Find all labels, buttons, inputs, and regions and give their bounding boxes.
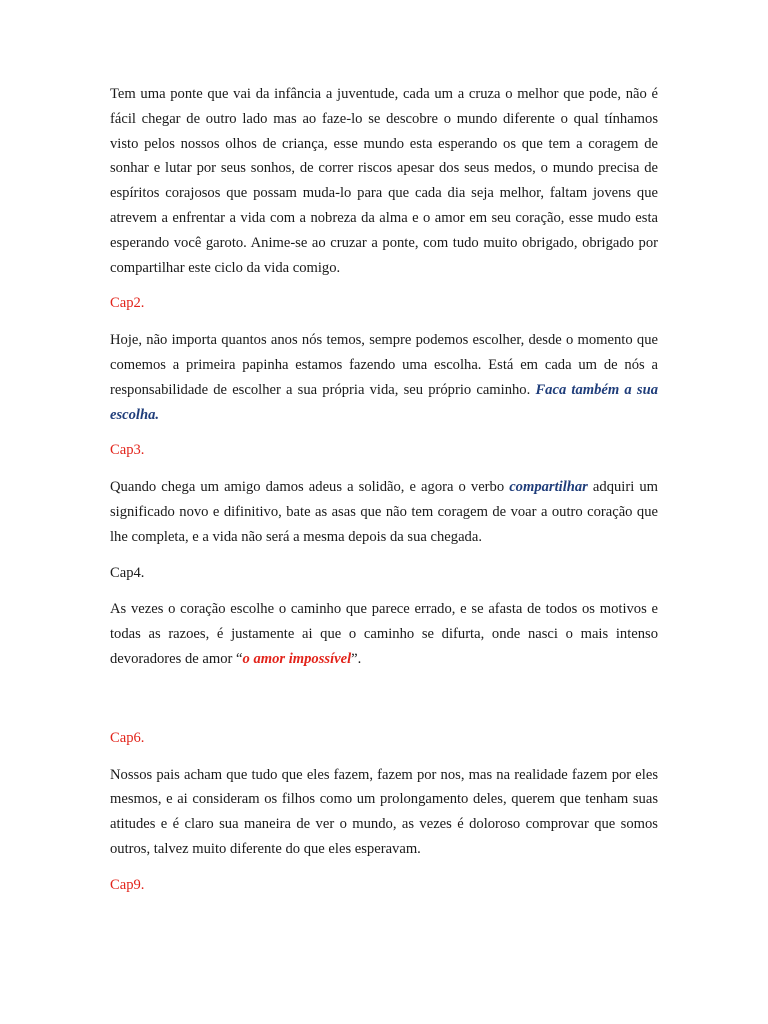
cap4-text-before: As vezes o coração escolhe o caminho que parece errado, e se afasta de todos os motivos e todas as razoes, é justamente ai que o caminho se difurta, onde nasci o mais intenso devoradores de amor “ <box>110 601 658 667</box>
chapter-paragraph-cap3 <box>110 475 658 549</box>
cap3-text-after: adquiri um significado novo e difinitivo, bate as asas que não tem coragem de voar a outro coração que lhe completa, e a vida não será a mesma depois da sua chegada. <box>110 479 658 545</box>
chapter-heading-cap6: Cap6. <box>110 729 145 746</box>
chapter-paragraph-cap6: Nossos pais acham que tudo que eles fazem, fazem por nos, mas na realidade fazem por eles mesmos, e ai consideram os filhos como um prolongamento deles, querem que tenham suas atitudes e é claro sua maneira de ver o mundo, as vezes é doloroso comprovar que somos outros, talvez muito diferente do que eles esperavam. <box>110 766 658 857</box>
intro-paragraph: Tem uma ponte que vai da infância a juventude, cada um a cruza o melhor que pode, não é fácil chegar de outro lado mas ao faze-lo se descobre o mundo diferente o qual tínhamos visto pelos nossos olhos de criança, esse mundo esta esperando os que tem a coragem de sonhar e lutar por seus sonhos, de correr riscos apesar dos seus medos, o mundo precisa de espíritos corajosos que possam muda-lo para que cada dia seja melhor, faltam jovens que atrevem a enfrentar a vida com a nobreza da alma e o amor em seu coração, esse mudo esta esperando você garoto. Anime-se ao cruzar a ponte, com tudo muito obrigado, obrigado por compartilhar este ciclo da vida comigo. <box>110 86 658 276</box>
cap3-emphasis: compartilhar <box>509 479 588 496</box>
chapter-heading-cap2: Cap2. <box>110 295 145 312</box>
cap2-text: Hoje, não importa quantos anos nós temos, sempre podemos escolher, desde o momento que comemos a primeira papinha estamos fazendo uma escolha. Está em cada um de nós a responsabilidade de escolher a sua própria vida, seu próprio caminho. <box>110 332 658 398</box>
chapter-paragraph-cap4 <box>110 597 658 671</box>
cap2-emphasis: Faca também a sua escolha. <box>110 381 658 423</box>
cap4-emphasis: o amor impossível <box>242 650 352 667</box>
document-page <box>110 82 658 898</box>
chapter-heading-cap9: Cap9. <box>110 876 145 893</box>
chapter-heading-cap3: Cap3. <box>110 442 145 459</box>
chapter-paragraph-cap2 <box>110 328 658 427</box>
cap3-text-before: Quando chega um amigo damos adeus a solidão, e agora o verbo <box>110 479 510 496</box>
cap4-text-after: ”. <box>351 650 362 667</box>
chapter-heading-cap4: Cap4. <box>110 564 145 581</box>
